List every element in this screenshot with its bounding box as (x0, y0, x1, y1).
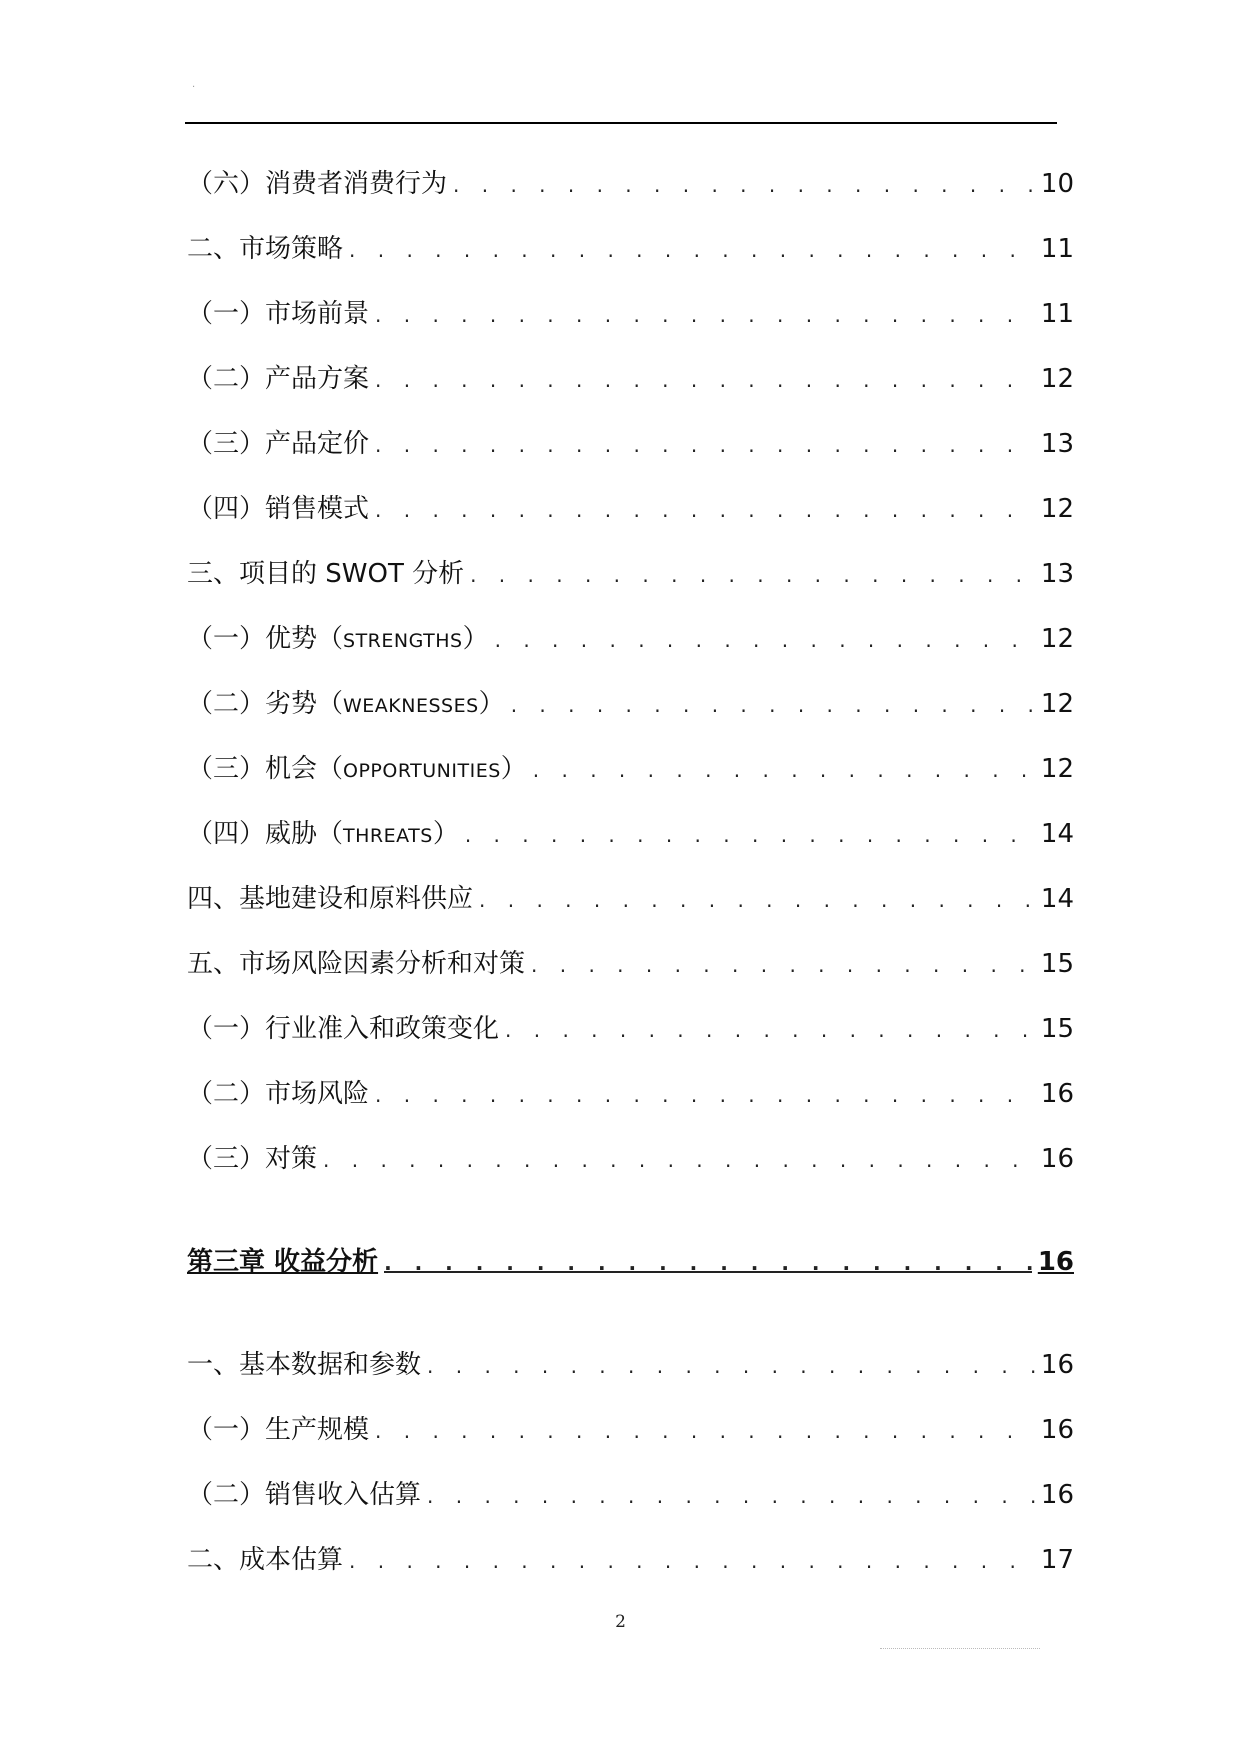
toc-entry-label: （三）对策 (187, 1144, 318, 1174)
toc-entry[interactable] (187, 997, 1074, 1062)
table-of-contents (187, 152, 1074, 1593)
toc-entry-page: 10 (1040, 169, 1074, 199)
toc-leader-dots (505, 998, 1035, 1063)
toc-leader-dots (349, 218, 1035, 283)
toc-entry-page: 12 (1040, 494, 1074, 524)
toc-entry-page: 12 (1040, 689, 1074, 719)
toc-entry-label: （四）销售模式 (187, 494, 370, 524)
toc-entry-label: （三）机会（OPPORTUNITIES） (187, 754, 527, 784)
toc-entry-label: （二）产品方案 (187, 364, 370, 394)
toc-entry[interactable] (187, 1062, 1074, 1127)
toc-entry[interactable] (187, 1398, 1074, 1463)
toc-chapter-page: 16 (1037, 1247, 1074, 1277)
toc-entry[interactable] (187, 932, 1074, 997)
toc-entry[interactable] (187, 672, 1074, 737)
footer-dotted-line (880, 1648, 1040, 1649)
toc-leader-dots (453, 153, 1035, 218)
toc-leader-dots (427, 1334, 1035, 1399)
toc-entry-label: （四）威胁（THREATS） (187, 819, 459, 849)
toc-entry[interactable] (187, 152, 1074, 217)
toc-leader-dots (375, 413, 1035, 478)
toc-entry-label: 二、成本估算 (187, 1545, 344, 1575)
toc-chapter-label: 第三章 收益分析 (187, 1247, 379, 1277)
toc-entry[interactable] (187, 802, 1074, 867)
toc-entry-page: 16 (1040, 1415, 1074, 1445)
toc-entry[interactable] (187, 1333, 1074, 1398)
toc-entry-page: 14 (1040, 819, 1074, 849)
toc-entry-label: （一）生产规模 (187, 1415, 370, 1445)
toc-entry-page: 14 (1040, 884, 1074, 914)
toc-entry-label: （一）市场前景 (187, 299, 370, 329)
toc-leader-dots (375, 1063, 1035, 1128)
toc-entry[interactable] (187, 282, 1074, 347)
toc-leader-dots (375, 1399, 1035, 1464)
page-number: 2 (615, 1612, 626, 1632)
toc-leader-dots (465, 803, 1035, 868)
toc-entry[interactable] (187, 1463, 1074, 1528)
toc-entry[interactable] (187, 737, 1074, 802)
header-rule (185, 122, 1057, 124)
toc-entry-label: 四、基地建设和原料供应 (187, 884, 474, 914)
toc-entry-page: 17 (1040, 1545, 1074, 1575)
toc-entry-label: （二）劣势（WEAKNESSES） (187, 689, 505, 719)
toc-entry[interactable] (187, 412, 1074, 477)
corner-mark: · (192, 82, 196, 93)
toc-leader-dots (384, 1231, 1032, 1296)
toc-leader-dots (470, 543, 1035, 608)
toc-entry-page: 16 (1040, 1079, 1074, 1109)
toc-entry-label: 三、项目的 SWOT 分析 (187, 559, 465, 589)
toc-entry-label: （二）销售收入估算 (187, 1480, 422, 1510)
toc-entry-label: （一）优势（STRENGTHS） (187, 624, 489, 654)
toc-entry-page: 11 (1040, 299, 1074, 329)
toc-leader-dots (323, 1128, 1035, 1193)
toc-leader-dots (375, 348, 1035, 413)
toc-entry-page: 16 (1040, 1480, 1074, 1510)
toc-entry[interactable] (187, 217, 1074, 282)
toc-entry-page: 15 (1040, 949, 1074, 979)
toc-entry[interactable] (187, 347, 1074, 412)
toc-leader-dots (375, 478, 1035, 543)
toc-leader-dots (375, 283, 1035, 348)
toc-entry-page: 16 (1040, 1350, 1074, 1380)
toc-entry-page: 12 (1040, 624, 1074, 654)
toc-leader-dots (531, 933, 1035, 998)
toc-chapter-link[interactable] (187, 1230, 1074, 1295)
toc-entry-label: （一）行业准入和政策变化 (187, 1014, 500, 1044)
toc-entry-page: 13 (1040, 429, 1074, 459)
toc-entry[interactable] (187, 1528, 1074, 1593)
toc-entry[interactable] (187, 542, 1074, 607)
toc-leader-dots (495, 608, 1035, 673)
toc-entry[interactable] (187, 477, 1074, 542)
toc-entry-label: （二）市场风险 (187, 1079, 370, 1109)
toc-entry-label: （三）产品定价 (187, 429, 370, 459)
toc-entry-page: 16 (1040, 1144, 1074, 1174)
toc-entry[interactable] (187, 867, 1074, 932)
toc-leader-dots (479, 868, 1035, 933)
toc-entry[interactable] (187, 1127, 1074, 1192)
toc-entry-label: 一、基本数据和参数 (187, 1350, 422, 1380)
toc-leader-dots (511, 673, 1035, 738)
toc-leader-dots (427, 1464, 1035, 1529)
toc-entry-page: 15 (1040, 1014, 1074, 1044)
toc-leader-dots (533, 738, 1035, 803)
toc-entry[interactable] (187, 607, 1074, 672)
toc-entry-label: 二、市场策略 (187, 234, 344, 264)
toc-entry-page: 12 (1040, 364, 1074, 394)
toc-entry-page: 11 (1040, 234, 1074, 264)
toc-entry-page: 12 (1040, 754, 1074, 784)
toc-entry-label: （六）消费者消费行为 (187, 169, 448, 199)
toc-entry-label: 五、市场风险因素分析和对策 (187, 949, 526, 979)
toc-entry-page: 13 (1040, 559, 1074, 589)
toc-leader-dots (349, 1529, 1035, 1594)
